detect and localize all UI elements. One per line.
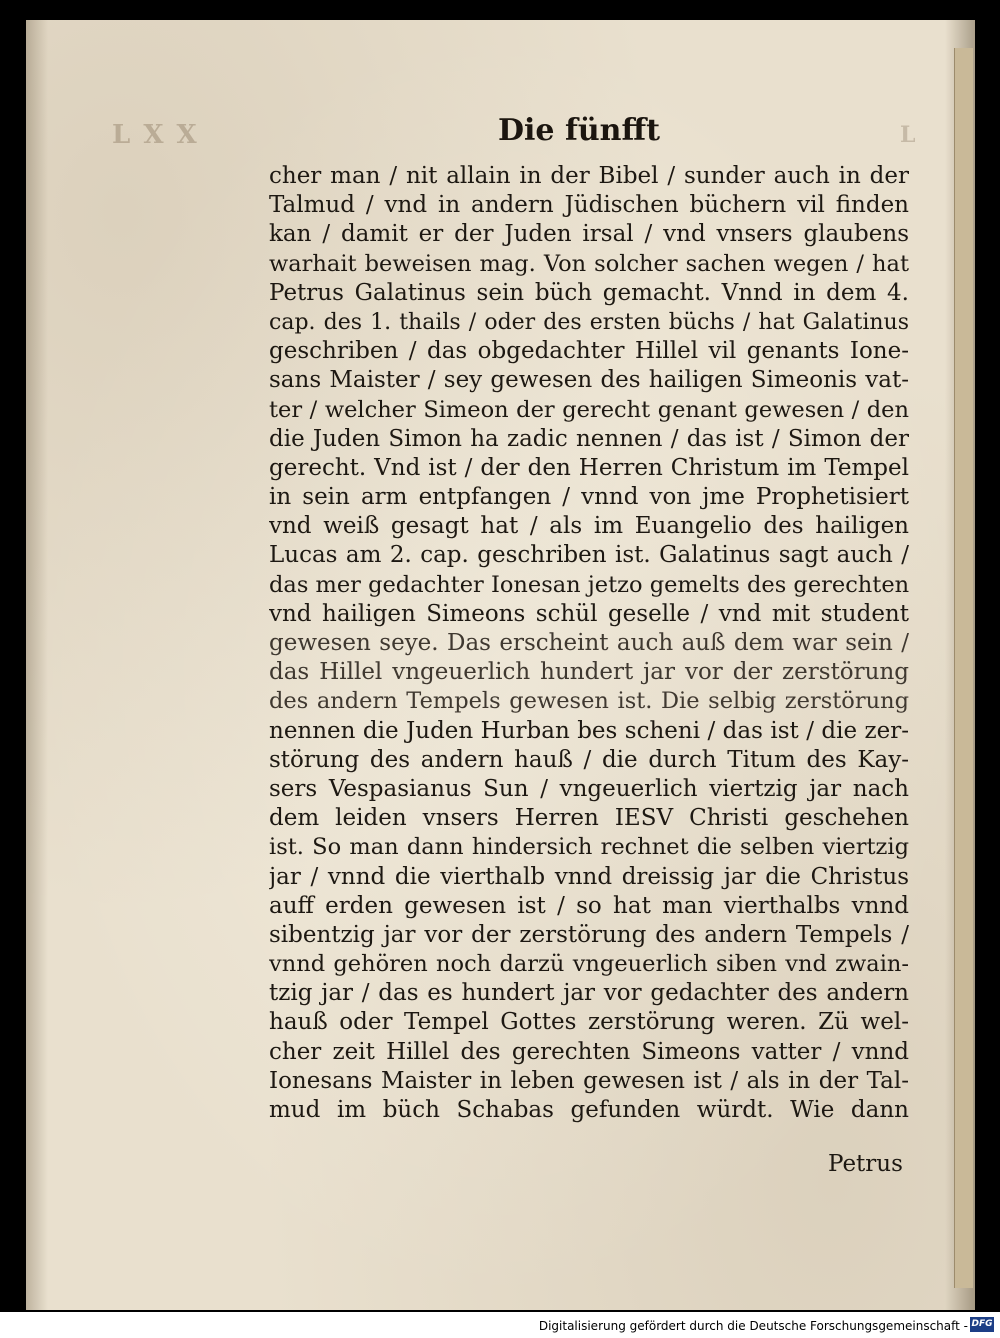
binding-edge [954, 48, 973, 1288]
text-line: vnd weiß gesagt hat / als im Euangelio des hailigen [269, 513, 909, 540]
text-line: in sein arm entpfangen / vnnd von jme Prophetisiert [269, 484, 909, 511]
text-line: cher man / nit allain in der Bibel / sunder auch in der [269, 163, 909, 189]
body-text [269, 162, 909, 1125]
catchword: Petrus [828, 1151, 903, 1177]
text-line: gerecht. Vnd ist / der den Herren Christum im Tempel [269, 454, 909, 481]
funding-credit: Digitalisierung gefördert durch die Deutsche Forschungsgemeinschaft - [538, 1319, 968, 1333]
text-line: Ionesans Maister in leben gewesen ist / als in der Tal- [269, 1067, 909, 1094]
text-line: sers Vespasianus Sun / vngeuerlich viertzig jar nach [269, 775, 909, 802]
bleed-through-folio: L X X [112, 120, 199, 150]
bleed-through-mark: L [900, 122, 916, 148]
text-line: die Juden Simon ha zadic nennen / das ist / Simon der [269, 425, 909, 452]
text-line: kan / damit er der Juden irsal / vnd vnsers glaubens [269, 221, 909, 248]
page-shadow-left [26, 20, 48, 1310]
dfg-logo-icon: DFG [970, 1317, 994, 1332]
running-head: Die fünfft [498, 113, 660, 148]
text-line: Lucas am 2. cap. geschriben ist. Galatinus sagt auch / [269, 542, 909, 569]
text-line: warhait beweisen mag. Von solcher sachen wegen / hat [269, 250, 909, 277]
text-line: nennen die Juden Hurban bes scheni / das ist / die zer- [269, 717, 909, 744]
text-line: gewesen seye. Das erscheint auch auß dem war sein / [269, 630, 909, 656]
text-line: tzig jar / das es hundert jar vor gedachter des andern [269, 980, 909, 1007]
text-line: cap. des 1. thails / oder des ersten büchs / hat Galatinus [269, 309, 909, 335]
text-line: hauß oder Tempel Gottes zerstörung weren. Zü wel- [269, 1009, 909, 1036]
text-line: Talmud / vnd in andern Jüdischen büchern vil finden [269, 192, 909, 219]
text-line: sibentzig jar vor der zerstörung des andern Tempels / [269, 921, 909, 948]
text-line: jar / vnnd die vierthalb vnnd dreissig jar die Christus [269, 863, 909, 890]
text-line: sans Maister / sey gewesen des hailigen Simeonis vat- [269, 367, 909, 394]
text-line: geschriben / das obgedachter Hillel vil genants Ione- [269, 338, 909, 365]
text-line: cher zeit Hillel des gerechten Simeons vatter / vnnd [269, 1038, 909, 1065]
text-line: das Hillel vngeuerlich hundert jar vor der zerstörung [269, 659, 909, 686]
text-line: ter / welcher Simeon der gerecht genant gewesen / den [269, 396, 909, 423]
text-line: Petrus Galatinus sein büch gemacht. Vnnd in dem 4. [269, 279, 909, 306]
text-line: auff erden gewesen ist / so hat man vierthalbs vnnd [269, 892, 909, 919]
text-line: ist. So man dann hindersich rechnet die selben viertzig [269, 834, 909, 861]
text-line: das mer gedachter Ionesan jetzo gemelts des gerechten [269, 571, 909, 598]
text-line: vnnd gehören noch darzü vngeuerlich siben vnd zwain- [269, 951, 909, 978]
text-line: dem leiden vnsers Herren IESV Christi geschehen [269, 805, 909, 832]
text-line: störung des andern hauß / die durch Titum des Kay- [269, 746, 909, 773]
text-line: mud im büch Schabas gefunden würdt. Wie dann [269, 1097, 909, 1123]
text-line: vnd hailigen Simeons schül geselle / vnd mit student [269, 600, 909, 627]
text-line: des andern Tempels gewesen ist. Die selbig zerstörung [269, 688, 909, 715]
